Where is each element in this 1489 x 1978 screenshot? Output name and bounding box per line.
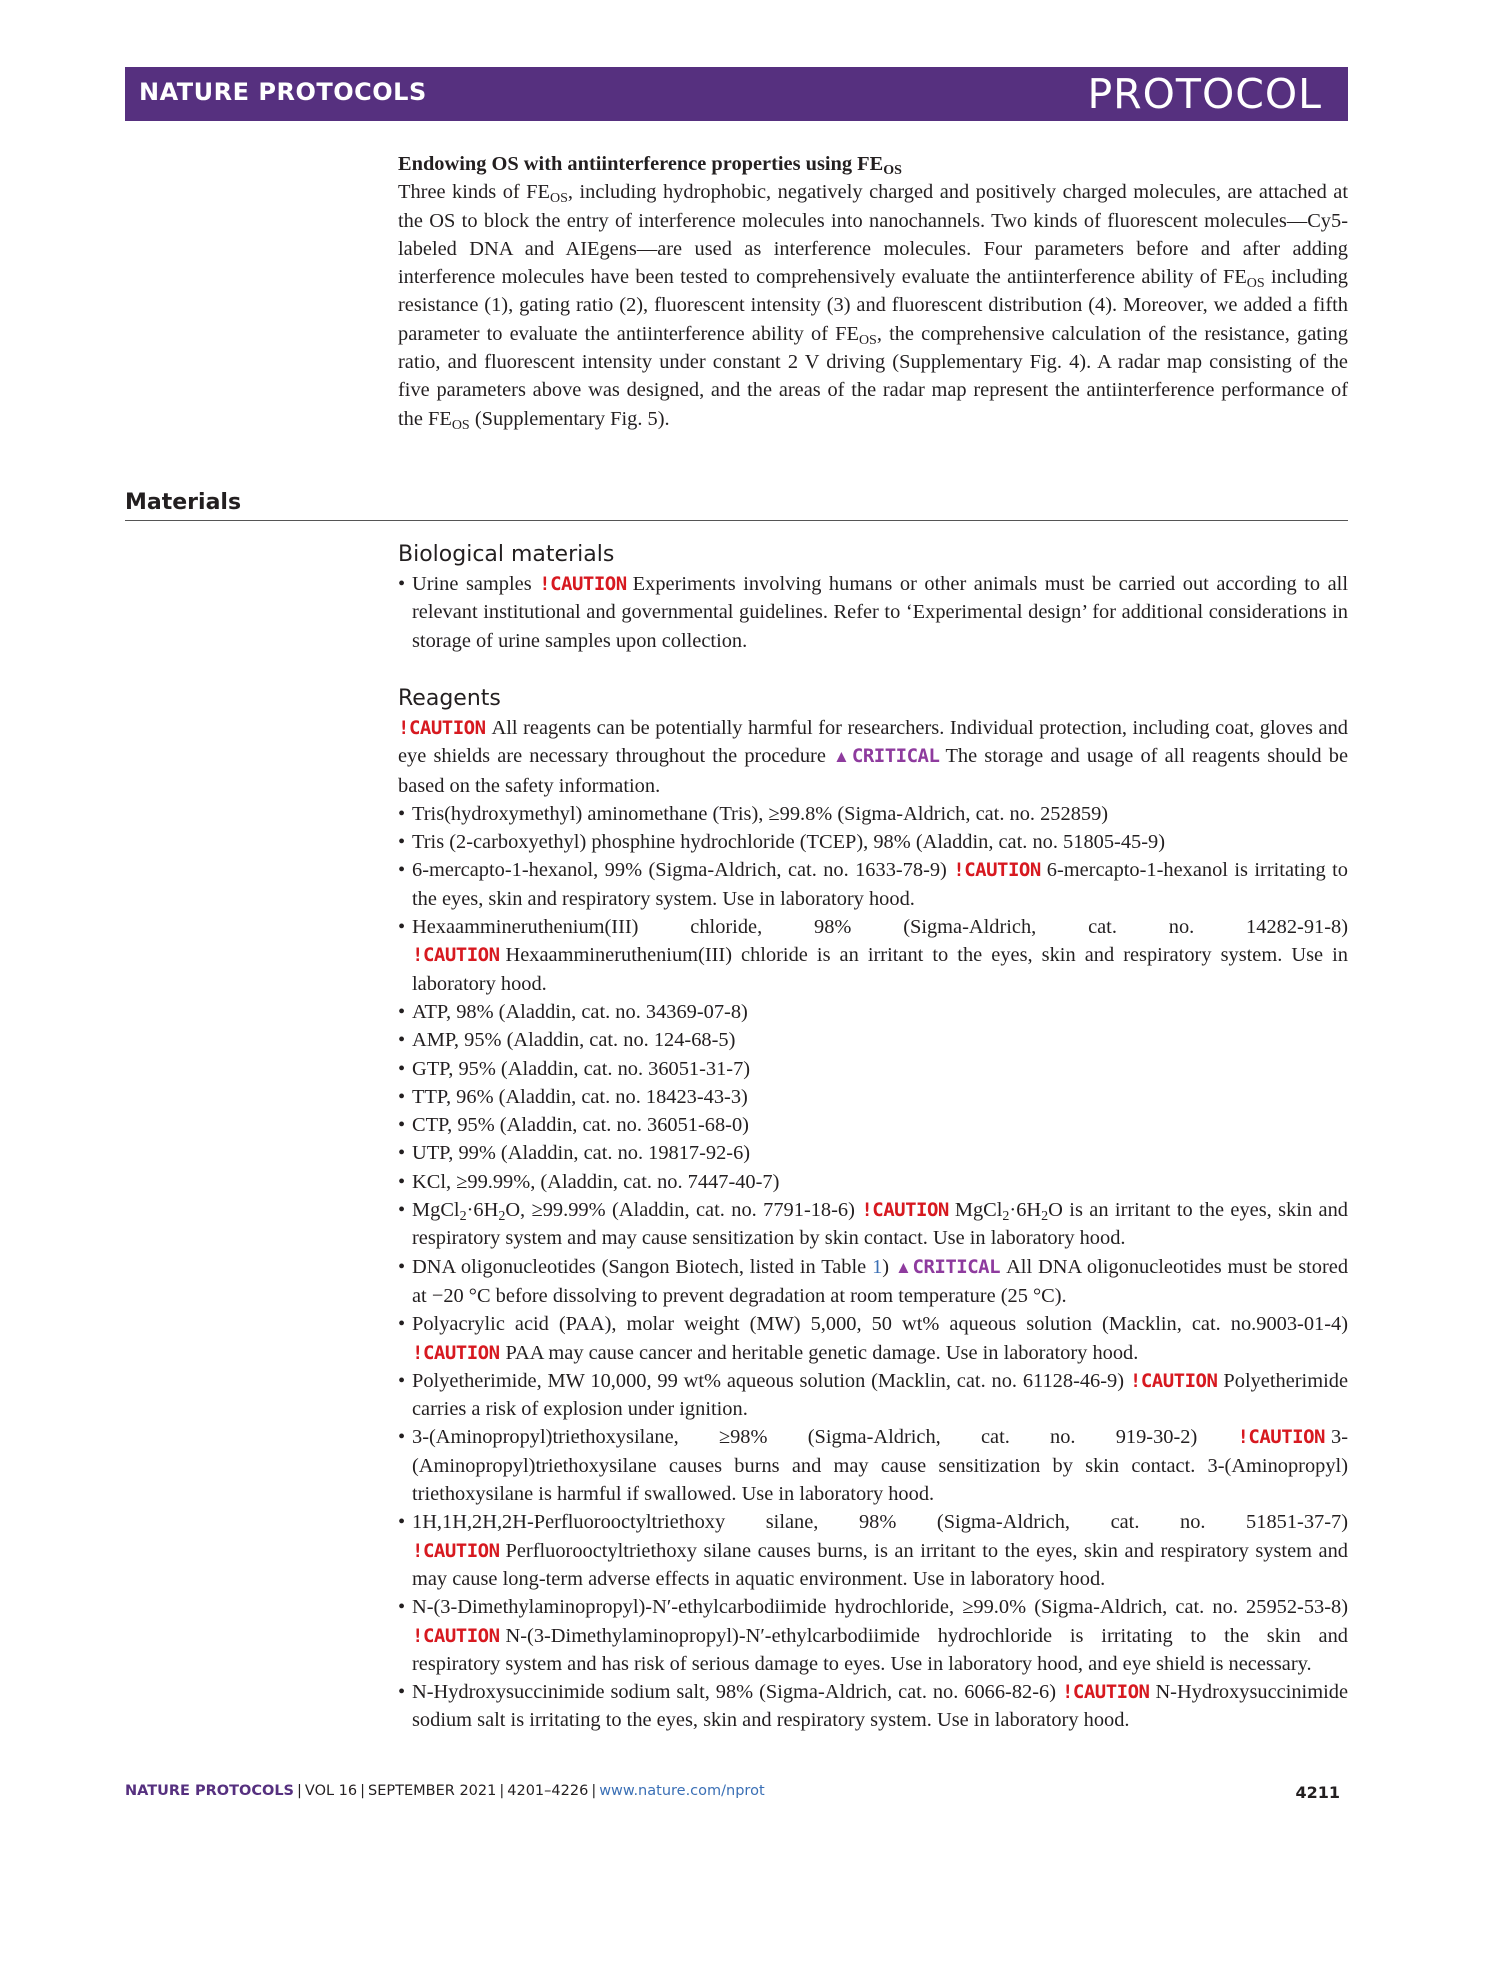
critical-triangle-icon: ▲ (833, 747, 852, 767)
reagents (398, 684, 1348, 1735)
list-item: • 3-(Aminopropyl)triethoxysilane, ≥98% (Sigma-Aldrich, cat. no. 919-30-2) !CAUTION 3-(Aminopropyl)triethoxysilane causes burns and may cause sensitization by skin contact. 3-(Aminopropyl) triethoxysilane is harmful if swallowed. Use in laboratory hood. (398, 1423, 1348, 1508)
list-item: • DNA oligonucleotides (Sangon Biotech, listed in Table 1) ▲CRITICAL All DNA oligonucleotides must be stored at −20 °C before dissolving to prevent degradation at room temperature (25 °C). (398, 1253, 1348, 1311)
reagents-intro: !CAUTION All reagents can be potentially harmful for researchers. Individual protection, including coat, gloves and eye shields are necessary throughout the procedure ▲CRITICAL The storage and usage of all reagents should be based on the safety information. (398, 717, 1348, 797)
critical-label: CRITICAL (912, 1255, 1001, 1278)
caution-label: !CAUTION (412, 1624, 500, 1647)
section-title-materials: Materials (125, 490, 242, 515)
biological-materials-heading: Biological materials (398, 542, 615, 567)
list-item: • Urine samples !CAUTION Experiments involving humans or other animals must be carried out according to all relevant institutional and governmental guidelines. Refer to ‘Experimental design’ for additional considerations in storage of urine samples upon collection. (398, 570, 1348, 655)
caution-label: !CAUTION (412, 944, 500, 967)
table-link[interactable]: 1 (872, 1255, 883, 1278)
list-item: • N-Hydroxysuccinimide sodium salt, 98% (Sigma-Aldrich, cat. no. 6066-82-6) !CAUTION N-Hydroxysuccinimide sodium salt is irritating to the eyes, skin and respiratory system. Use in laboratory hood. (398, 1678, 1348, 1735)
list-item: • UTP, 99% (Aladdin, cat. no. 19817-92-6) (398, 1139, 1348, 1167)
list-item: • 1H,1H,2H,2H-Perfluorooctyltriethoxy silane, 98% (Sigma-Aldrich, cat. no. 51851-37-7) !CAUTION Perfluorooctyltriethoxy silane causes burns, is an irritant to the eyes, skin and respiratory system and may cause long-term adverse effects in aquatic environment. Use in laboratory hood. (398, 1508, 1348, 1593)
subsection-title: Endowing OS with antiinterference properties using $FE_{OS}$ (398, 153, 902, 178)
list-item: • ATP, 98% (Aladdin, cat. no. 34369-07-8) (398, 998, 1348, 1026)
caution-label: !CAUTION (1061, 1681, 1150, 1704)
article-type: PROTOCOL (1087, 70, 1322, 118)
list-item: • Tris (2-carboxyethyl) phosphine hydrochloride (TCEP), 98% (Aladdin, cat. no. 51805-45-9) (398, 828, 1348, 856)
reagents-list (398, 800, 1348, 1735)
caution-label: !CAUTION (953, 859, 1041, 882)
biological-materials (398, 540, 1348, 655)
list-item: • Hexaammineruthenium(III) chloride, 98% (Sigma-Aldrich, cat. no. 14282-91-8) !CAUTION Hexaammineruthenium(III) chloride is an irritant to the eyes, skin and respiratory system. Use in laboratory hood. (398, 913, 1348, 998)
caution-label: !CAUTION (412, 1539, 500, 1562)
section-divider (125, 520, 1348, 521)
intro-paragraph: Three kinds of $FE_{OS}$, including hydrophobic, negatively charged and positively charged molecules, are attached at the OS to block the entry of interference molecules into nanochannels. Two kinds of fluorescent molecules—Cy5-labeled DNA and AIEgens—are used as interference molecules. Four parameters before and after adding interference molecules have been tested to comprehensively evaluate the antiinterference ability of $FE_{OS}$ including resistance (1), gating ratio (2), fluorescent intensity (3) and fluorescent distribution (4). Moreover, we added a fifth parameter to evaluate the antiinterference ability of $FE_{OS}$, the comprehensive calculation of the resistance, gating ratio, and fluorescent intensity under constant 2 V driving (Supplementary Fig. 4). A radar map consisting of the five parameters above was designed, and the areas of the radar map represent the antiinterference performance of the $FE_{OS}$ (Supplementary Fig. 5). (398, 181, 1349, 433)
header-banner (125, 67, 1348, 121)
list-item: • N-(3-Dimethylaminopropyl)-N′-ethylcarbodiimide hydrochloride, ≥99.0% (Sigma-Aldrich, cat. no. 25952-53-8) !CAUTION N-(3-Dimethylaminopropyl)-N′-ethylcarbodiimide hydrochloride is irritating to the skin and respiratory system and has risk of serious damage to eyes. Use in laboratory hood, and eye shield is necessary. (398, 1593, 1348, 1678)
reagents-heading: Reagents (398, 686, 501, 711)
list-item: • KCl, ≥99.99%, (Aladdin, cat. no. 7447-40-7) (398, 1168, 1348, 1196)
footer-pages: 4201–4226 (507, 1783, 589, 1799)
list-item: • CTP, 95% (Aladdin, cat. no. 36051-68-0) (398, 1111, 1348, 1139)
list-item: • Polyacrylic acid (PAA), molar weight (MW) 5,000, 50 wt% aqueous solution (Macklin, cat. no.9003-01-4) !CAUTION PAA may cause cancer and heritable genetic damage. Use in laboratory hood. (398, 1310, 1348, 1367)
footer-date: SEPTEMBER 2021 (368, 1783, 497, 1799)
caution-label: !CAUTION (398, 717, 486, 739)
footer-journal: NATURE PROTOCOLS (125, 1783, 295, 1799)
intro-block (398, 150, 1348, 433)
list-item: • Tris(hydroxymethyl) aminomethane (Tris), ≥99.8% (Sigma-Aldrich, cat. no. 252859) (398, 800, 1348, 828)
critical-label: CRITICAL (851, 745, 940, 768)
list-item: • Polyetherimide, MW 10,000, 99 wt% aqueous solution (Macklin, cat. no. 61128-46-9) !CAUTION Polyetherimide carries a risk of explosion under ignition. (398, 1367, 1348, 1424)
page-number: 4211 (1295, 1783, 1340, 1802)
caution-label: !CAUTION (412, 1341, 500, 1364)
critical-triangle-icon: ▲ (894, 1257, 913, 1277)
journal-name: NATURE PROTOCOLS (139, 78, 427, 106)
list-item: • 6-mercapto-1-hexanol, 99% (Sigma-Aldrich, cat. no. 1633-78-9) !CAUTION 6-mercapto-1-hexanol is irritating to the eyes, skin and respiratory system. Use in laboratory hood. (398, 856, 1348, 913)
caution-label: !CAUTION (1237, 1426, 1325, 1449)
footer-url[interactable]: www.nature.com/nprot (599, 1783, 765, 1799)
caution-label: !CAUTION (861, 1199, 949, 1222)
list-item: • GTP, 95% (Aladdin, cat. no. 36051-31-7) (398, 1055, 1348, 1083)
page-footer: NATURE PROTOCOLS | VOL 16 | SEPTEMBER 2021 | 4201–4226 | www.nature.com/nprot 4211 (125, 1783, 1340, 1802)
list-item: • AMP, 95% (Aladdin, cat. no. 124-68-5) (398, 1026, 1348, 1054)
caution-label: !CAUTION (1129, 1369, 1218, 1392)
list-item: • $MgCl_2\cdot 6H_2O$, ≥99.99% (Aladdin, cat. no. 7791-18-6) !CAUTION $MgCl_2\cdot 6H_2O$ is an irritant to the eyes, skin and respiratory system and may cause sensitization by skin contact. Use in laboratory hood. (398, 1196, 1348, 1253)
caution-label: !CAUTION (539, 573, 627, 595)
list-item: • TTP, 96% (Aladdin, cat. no. 18423-43-3) (398, 1083, 1348, 1111)
footer-volume: VOL 16 (304, 1783, 358, 1799)
